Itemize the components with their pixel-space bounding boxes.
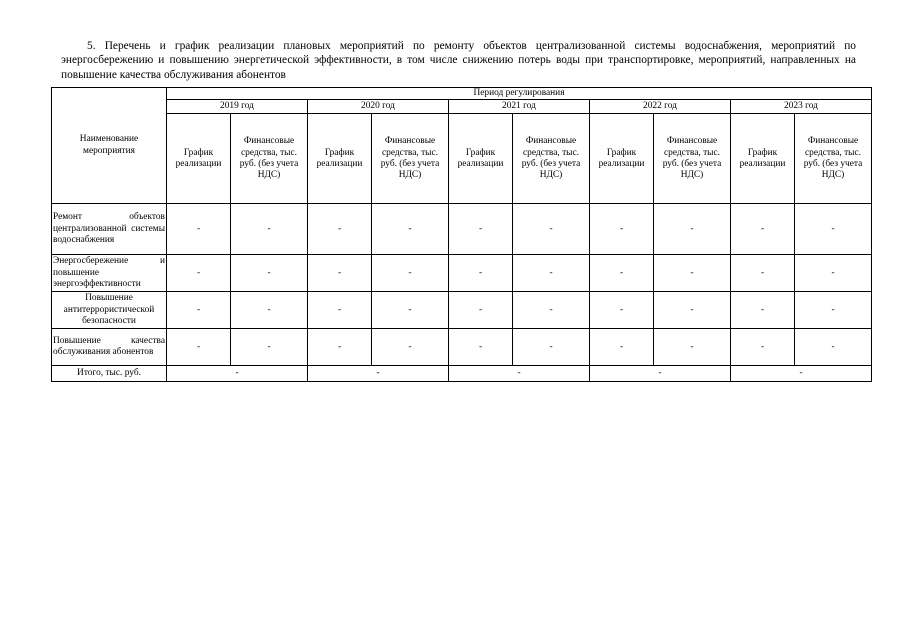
cell-value: - xyxy=(654,292,731,329)
row-name: Ремонт объектов централизованной системы водоснабжения xyxy=(52,204,167,255)
year-header: 2019 год xyxy=(167,100,308,114)
finance-header: Финансовые средства, тыс. руб. (без учета НДС) xyxy=(654,114,731,204)
finance-header: Финансовые средства, тыс. руб. (без учета НДС) xyxy=(372,114,449,204)
total-value: - xyxy=(590,366,731,382)
schedule-header: График реализации xyxy=(590,114,654,204)
schedule-header: График реализации xyxy=(308,114,372,204)
year-header: 2022 год xyxy=(590,100,731,114)
cell-value: - xyxy=(167,255,231,292)
cell-value: - xyxy=(449,255,513,292)
finance-header: Финансовые средства, тыс. руб. (без учета НДС) xyxy=(795,114,872,204)
cell-value: - xyxy=(513,292,590,329)
cell-value: - xyxy=(513,329,590,366)
total-value: - xyxy=(167,366,308,382)
row-name: Повышение антитеррористической безопасности xyxy=(52,292,167,329)
cell-value: - xyxy=(231,255,308,292)
table-row xyxy=(52,329,872,366)
cell-value: - xyxy=(590,292,654,329)
cell-value: - xyxy=(372,329,449,366)
period-header: Период регулирования xyxy=(167,88,872,100)
cell-value: - xyxy=(795,255,872,292)
table-row xyxy=(52,292,872,329)
cell-value: - xyxy=(654,204,731,255)
schedule-header: График реализации xyxy=(731,114,795,204)
cell-value: - xyxy=(654,329,731,366)
subheader-row xyxy=(52,114,872,204)
cell-value: - xyxy=(731,329,795,366)
cell-value: - xyxy=(231,292,308,329)
total-row xyxy=(52,366,872,382)
row-name: Энергосбережение и повышение энергоэффективности xyxy=(52,255,167,292)
cell-value: - xyxy=(372,204,449,255)
year-header: 2020 год xyxy=(308,100,449,114)
table-row xyxy=(52,255,872,292)
cell-value: - xyxy=(167,292,231,329)
cell-value: - xyxy=(795,292,872,329)
cell-value: - xyxy=(590,255,654,292)
cell-value: - xyxy=(167,329,231,366)
cell-value: - xyxy=(731,292,795,329)
cell-value: - xyxy=(231,204,308,255)
cell-value: - xyxy=(590,204,654,255)
cell-value: - xyxy=(513,204,590,255)
year-header: 2021 год xyxy=(449,100,590,114)
cell-value: - xyxy=(513,255,590,292)
plan-table xyxy=(51,87,872,382)
cell-value: - xyxy=(795,329,872,366)
cell-value: - xyxy=(795,204,872,255)
finance-header: Финансовые средства, тыс. руб. (без учета НДС) xyxy=(231,114,308,204)
row-name: Повышение качества обслуживания абонентов xyxy=(52,329,167,366)
cell-value: - xyxy=(590,329,654,366)
cell-value: - xyxy=(731,255,795,292)
section-heading: 5. Перечень и график реализации плановых мероприятий по ремонту объектов централизованной системы водоснабжения, мероприятий по энергосбережению и повышению энергетической эффективности, в том числе снижению потерь воды при транспортировке, мероприятий, направленных на повышение качества обслуживания абонентов xyxy=(61,40,856,81)
cell-value: - xyxy=(167,204,231,255)
cell-value: - xyxy=(654,255,731,292)
cell-value: - xyxy=(449,329,513,366)
name-column-header: Наименование мероприятия xyxy=(52,88,167,204)
cell-value: - xyxy=(308,329,372,366)
table-row xyxy=(52,204,872,255)
total-label: Итого, тыс. руб. xyxy=(52,366,167,382)
finance-header: Финансовые средства, тыс. руб. (без учета НДС) xyxy=(513,114,590,204)
cell-value: - xyxy=(372,255,449,292)
cell-value: - xyxy=(731,204,795,255)
years-header-row xyxy=(52,100,872,114)
schedule-header: График реализации xyxy=(167,114,231,204)
cell-value: - xyxy=(372,292,449,329)
period-header-row xyxy=(52,88,872,100)
cell-value: - xyxy=(449,204,513,255)
year-header: 2023 год xyxy=(731,100,872,114)
total-value: - xyxy=(449,366,590,382)
cell-value: - xyxy=(308,204,372,255)
total-value: - xyxy=(308,366,449,382)
cell-value: - xyxy=(308,255,372,292)
cell-value: - xyxy=(449,292,513,329)
cell-value: - xyxy=(231,329,308,366)
cell-value: - xyxy=(308,292,372,329)
total-value: - xyxy=(731,366,872,382)
schedule-header: График реализации xyxy=(449,114,513,204)
